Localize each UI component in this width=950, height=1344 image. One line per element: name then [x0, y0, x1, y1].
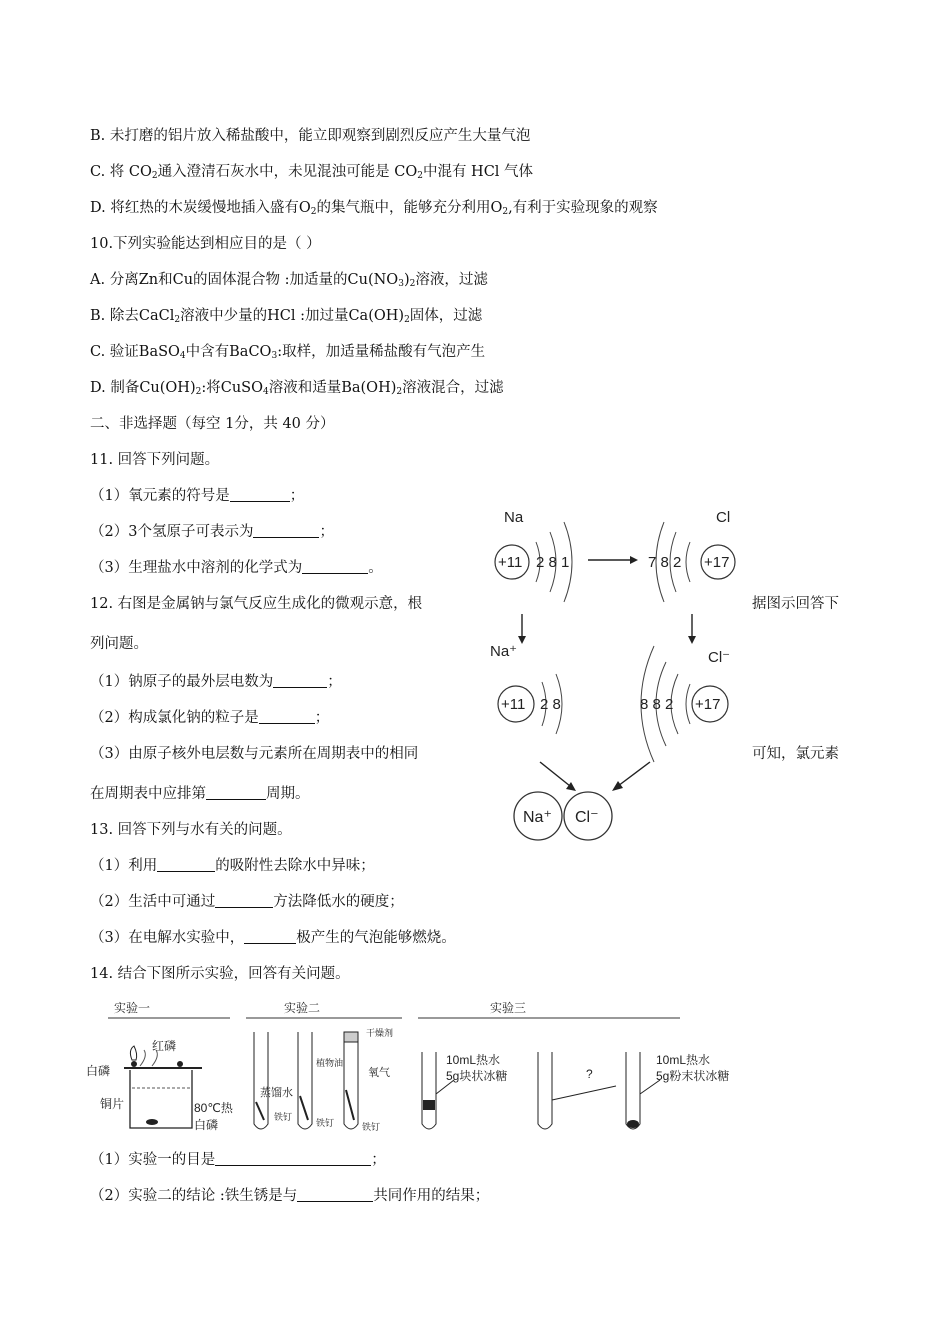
red-phosphorus-label: 红磷	[152, 1039, 177, 1053]
sugar-1-label: 5g块状冰糖	[446, 1069, 508, 1083]
arrow	[540, 762, 570, 786]
answer-blank[interactable]	[253, 523, 319, 538]
hot-water-1-label: 10mL热水	[446, 1053, 501, 1067]
na-ion-ball-label: Na⁺	[523, 809, 552, 826]
sugar-2-label: 5g粉末状冰糖	[656, 1069, 730, 1083]
answer-blank[interactable]	[215, 893, 273, 908]
na-nucleus-charge: +11	[498, 554, 523, 571]
na-ion-shell-numbers: 2 8	[540, 696, 561, 713]
sugar-lump	[423, 1100, 435, 1110]
submerged-phosphorus	[146, 1119, 158, 1125]
cl-label: Cl	[716, 509, 731, 526]
cl-shell-numbers: 7 8 2	[648, 554, 682, 571]
nail-label-2: 铁钉	[316, 1118, 335, 1128]
cl-nucleus-charge: +17	[704, 554, 730, 571]
answer-blank[interactable]	[206, 785, 266, 800]
test-tube	[344, 1032, 358, 1129]
q12-stem-cont: 列问题。	[90, 636, 148, 652]
q9-option-c: C. 将 $CO_2$通入澄清石灰水中，未见混浊可能是 $CO_2$中混有 HCl 气体	[90, 164, 534, 181]
na-ion-label: Na⁺	[490, 643, 518, 660]
q11-stem: 11. 回答下列问题。	[90, 452, 220, 468]
question-mark: ?	[586, 1067, 593, 1081]
answer-blank[interactable]	[244, 929, 296, 944]
cl-ion-shell-arc	[686, 684, 690, 724]
experiment-figures	[86, 996, 730, 1142]
exp1-title: 实验一	[114, 1001, 151, 1015]
oxygen-label: 氧气	[368, 1067, 390, 1079]
iron-nail	[300, 1096, 308, 1120]
hot-water-2-label: 10mL热水	[656, 1053, 711, 1067]
q13-part-2: （2）生活中可通过 方法降低水的硬度；	[90, 894, 404, 910]
arrow-head	[630, 556, 638, 564]
q13-part-1: （1）利用 的吸附性去除水中异味；	[90, 858, 375, 874]
exp3-title: 实验三	[490, 1001, 527, 1015]
red-phosphorus-blob	[177, 1061, 183, 1067]
cl-shell-arc	[686, 542, 690, 582]
q12-part-3-cont: 在周期表中应排第 周期。	[90, 786, 310, 802]
answer-blank[interactable]	[273, 673, 327, 688]
exp2-title: 实验二	[284, 1001, 321, 1015]
flame	[130, 1046, 136, 1060]
arrow-head	[612, 781, 623, 791]
q10-stem: 10.下列实验能达到相应目的是（ ）	[90, 236, 321, 252]
na-ion-nucleus-charge: +11	[501, 696, 526, 713]
na-shell-numbers: 2 8 1	[536, 554, 570, 571]
cl-ion-shell-numbers: 8 8 2	[640, 696, 674, 713]
q13-part-3: （3）在电解水实验中， 极产生的气泡能够燃烧。	[90, 930, 456, 946]
q10-option-c: C. 验证BaSO$_4$中含有BaCO$_3$:取样，加适量稀盐酸有气泡产生	[90, 344, 486, 361]
q12-stem-right: 据图示回答下	[752, 596, 839, 612]
test-tube	[298, 1032, 312, 1129]
tube-stopper	[344, 1032, 358, 1042]
q12-stem-left: 12. 右图是金属钠与氯气反应生成化的微观示意，根	[90, 596, 423, 612]
na-label: Na	[504, 509, 524, 526]
q12-part-1: （1）钠原子的最外层电数为 ；	[90, 674, 342, 690]
q13-stem: 13. 回答下列与水有关的问题。	[90, 822, 292, 838]
q9-option-d: D. 将红热的木炭缓慢地插入盛有$O_2$的集气瓶中，能够充分利用$O_2$,有利于实验现象的观察	[90, 200, 658, 217]
white-phosphorus-blob	[131, 1061, 137, 1067]
test-tube	[626, 1052, 640, 1129]
answer-blank[interactable]	[302, 559, 368, 574]
arrow-head	[518, 636, 526, 644]
nail-label-3: 铁钉	[362, 1122, 381, 1132]
distilled-water-label: 蒸馏水	[260, 1087, 293, 1099]
q11-part-3: （3）生理盐水中溶剂的化学式为 。	[90, 560, 383, 576]
q10-option-a: A. 分离Zn和Cu的固体混合物 :加适量的$Cu(NO_3)_2$溶液，过滤	[90, 272, 488, 289]
section-heading: 二、非选择题（每空 1分，共 40 分）	[90, 416, 335, 432]
answer-blank[interactable]	[297, 1187, 373, 1202]
white-phosphorus-2-label: 白磷	[194, 1118, 219, 1132]
answer-blank[interactable]	[157, 857, 215, 872]
answer-blank[interactable]	[215, 1151, 371, 1166]
desiccant-label: 干燥剂	[366, 1028, 394, 1038]
sugar-powder	[627, 1120, 639, 1128]
cl-ion-label: Cl⁻	[708, 649, 731, 666]
white-phosphorus-label: 白磷	[86, 1064, 111, 1078]
nail-label-1: 铁钉	[274, 1112, 293, 1122]
oil-label: 植物油	[316, 1058, 344, 1068]
arrow-head	[688, 636, 696, 644]
copper-label: 铜片	[100, 1097, 125, 1111]
q14-stem: 14. 结合下图所示实验，回答有关问题。	[90, 966, 350, 982]
q9-option-b: B. 未打磨的铝片放入稀盐酸中，能立即观察到剧烈反应产生大量气泡	[90, 128, 531, 144]
pointer-line	[552, 1086, 616, 1100]
q14-part-2: （2）实验二的结论 :铁生锈是与 共同作用的结果；	[90, 1188, 490, 1204]
cl-ion-nucleus-charge: +17	[695, 696, 721, 713]
q10-option-b: B. 除去CaCl$_2$溶液中少量的HCl :加过量$Ca(OH)_2$固体，过滤	[90, 308, 483, 325]
test-tube	[538, 1052, 552, 1129]
test-tube	[422, 1052, 436, 1129]
q11-part-2: （2）3个氢原子可表示为 ；	[90, 524, 334, 540]
hot-water-label: 80℃热	[194, 1101, 233, 1115]
sodium-chloride-diagram	[478, 496, 748, 856]
arrow	[618, 762, 650, 786]
beaker	[130, 1070, 192, 1128]
q12-part-2: （2）构成氯化钠的粒子是 ；	[90, 710, 330, 726]
iron-nail	[346, 1090, 354, 1120]
cl-ion-ball-label: Cl⁻	[575, 809, 599, 826]
iron-nail	[256, 1102, 264, 1120]
q11-part-1: （1）氧元素的符号是 ；	[90, 488, 305, 504]
q12-part-3-left: （3）由原子核外电层数与元素所在周期表中的相同	[90, 746, 419, 762]
q10-option-d: D. 制备$Cu(OH)_2$:将CuSO$_4$溶液和适量$Ba(OH)_2$溶液混合，过滤	[90, 380, 504, 397]
q12-part-3-right: 可知，氯元素	[752, 746, 839, 762]
answer-blank[interactable]	[259, 709, 315, 724]
q14-part-1: （1）实验一的目是 ；	[90, 1152, 386, 1168]
answer-blank[interactable]	[230, 487, 290, 502]
